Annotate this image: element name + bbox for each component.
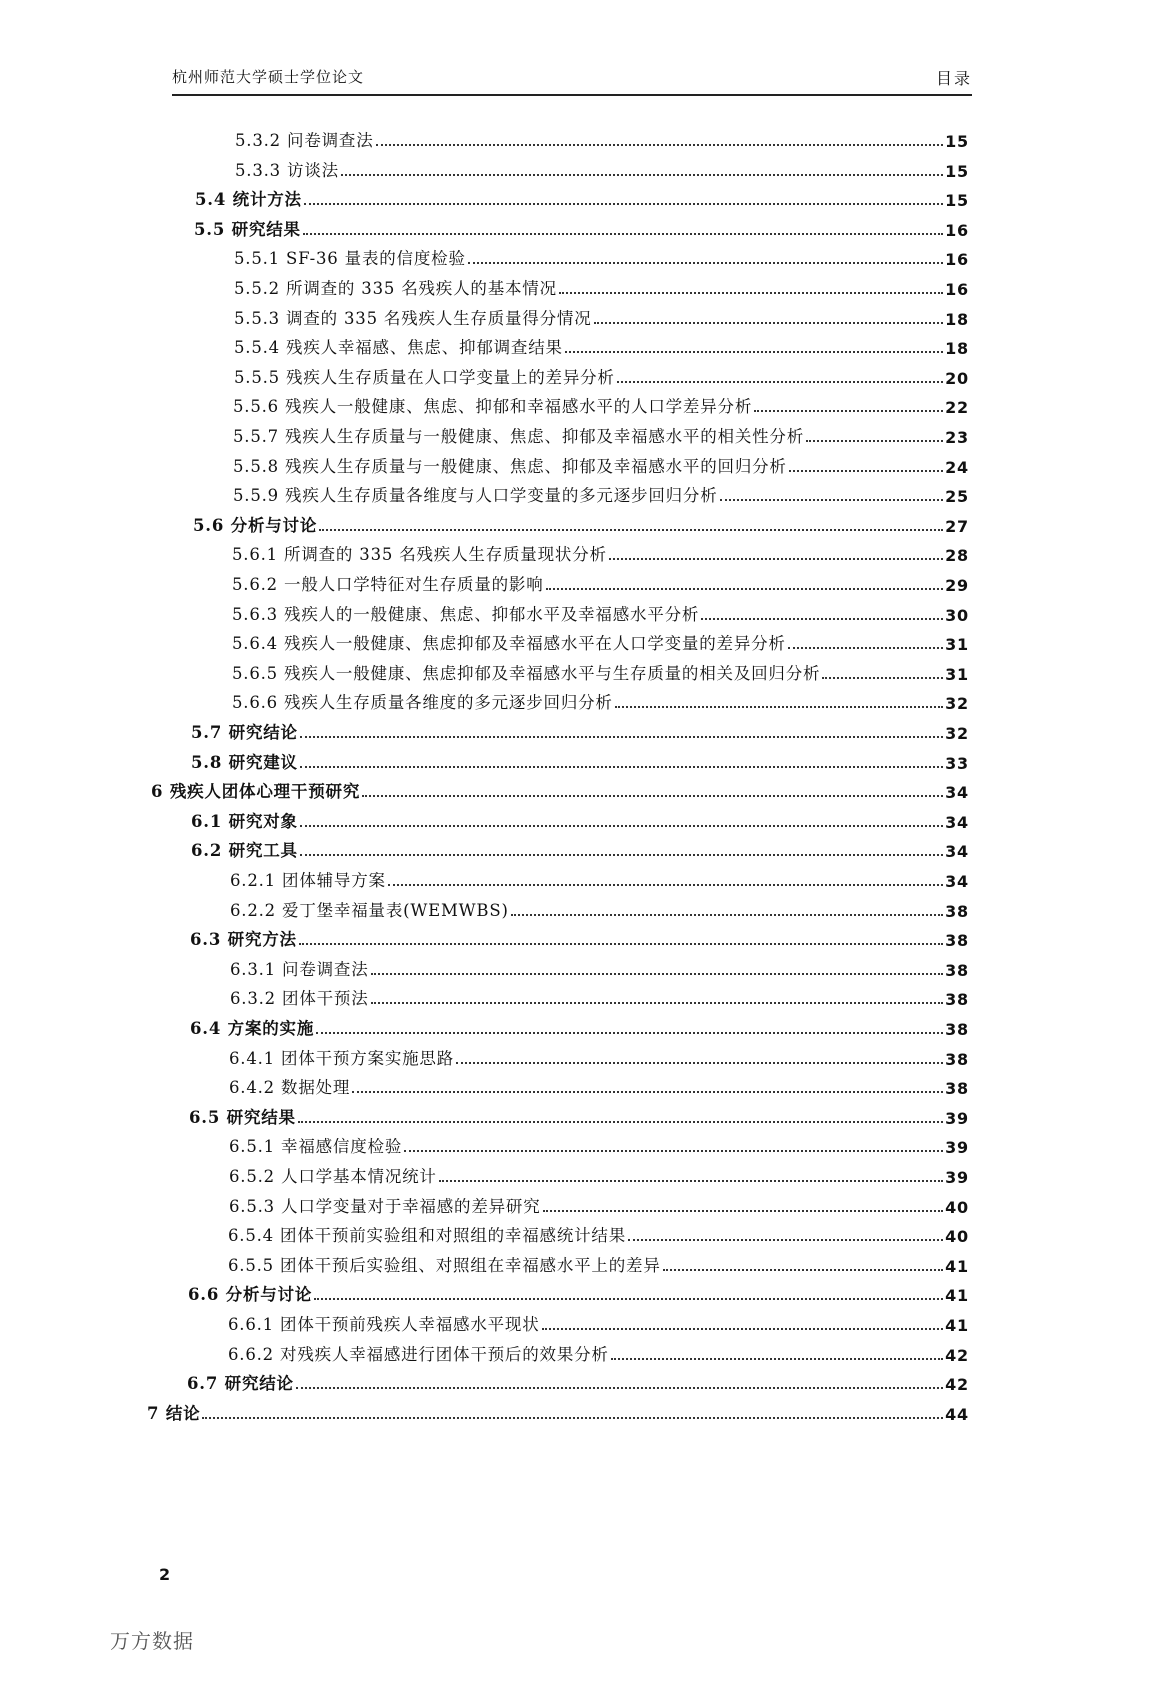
toc-entry-page: 34	[945, 872, 969, 891]
toc-entry-label: 5.6.5 残疾人一般健康、焦虑抑郁及幸福感水平与生存质量的相关及回归分析	[232, 664, 821, 683]
toc-entry[interactable]	[230, 983, 969, 1009]
toc-entry-page: 16	[945, 221, 969, 240]
toc-leader-dots	[388, 883, 943, 886]
toc-entry-page: 40	[945, 1198, 969, 1217]
toc-entry[interactable]	[232, 599, 969, 625]
toc-entry-page: 38	[945, 990, 969, 1009]
toc-leader-dots	[617, 380, 943, 383]
toc-entry-page: 29	[945, 576, 969, 595]
toc-entry[interactable]	[193, 510, 969, 536]
toc-entry[interactable]	[229, 1191, 969, 1217]
toc-entry-page: 28	[945, 546, 969, 565]
toc-entry-label: 5.6 分析与讨论	[193, 516, 318, 535]
toc-leader-dots	[404, 1149, 943, 1152]
toc-entry-label: 5.4 统计方法	[195, 190, 302, 209]
toc-entry[interactable]	[232, 569, 969, 595]
toc-entry[interactable]	[187, 1368, 969, 1394]
toc-entry-label: 6.3.2 团体干预法	[230, 989, 369, 1008]
toc-leader-dots	[611, 1357, 943, 1360]
toc-entry-label: 5.6.2 一般人口学特征对生存质量的影响	[232, 575, 544, 594]
toc-entry-page: 42	[945, 1346, 969, 1365]
toc-entry-page: 32	[945, 724, 969, 743]
toc-entry[interactable]	[233, 480, 969, 506]
toc-entry[interactable]	[228, 1220, 969, 1246]
toc-entry-label: 5.8 研究建议	[191, 753, 298, 772]
toc-entry-label: 5.5.4 残疾人幸福感、焦虑、抑郁调查结果	[234, 338, 563, 357]
toc-entry[interactable]	[188, 1279, 969, 1305]
toc-entry-label: 6.3 研究方法	[190, 930, 297, 949]
toc-entry-page: 22	[945, 398, 969, 417]
toc-entry-page: 27	[945, 517, 969, 536]
toc-entry-page: 39	[945, 1138, 969, 1157]
toc-entry-label: 5.5.6 残疾人一般健康、焦虑、抑郁和幸福感水平的人口学差异分析	[233, 397, 753, 416]
toc-entry[interactable]	[229, 1072, 969, 1098]
toc-leader-dots	[314, 1297, 943, 1300]
toc-entry-page: 15	[945, 191, 969, 210]
toc-leader-dots	[202, 1416, 943, 1419]
toc-entry-label: 5.5.7 残疾人生存质量与一般健康、焦虑、抑郁及幸福感水平的相关性分析	[233, 427, 805, 446]
toc-entry-label: 6.3.1 问卷调查法	[230, 960, 369, 979]
toc-leader-dots	[789, 469, 943, 472]
toc-leader-dots	[546, 587, 944, 590]
toc-entry[interactable]	[234, 303, 969, 329]
toc-entry[interactable]	[233, 391, 969, 417]
toc-entry[interactable]	[191, 835, 969, 861]
toc-entry-label: 5.6.6 残疾人生存质量各维度的多元逐步回归分析	[232, 693, 613, 712]
toc-leader-dots	[663, 1268, 943, 1271]
toc-entry-label: 6 残疾人团体心理干预研究	[151, 782, 361, 801]
toc-entry-page: 39	[945, 1168, 969, 1187]
toc-entry-page: 24	[945, 458, 969, 477]
toc-entry-label: 6.7 研究结论	[187, 1374, 294, 1393]
toc-leader-dots	[319, 528, 943, 531]
toc-entry-page: 38	[945, 1050, 969, 1069]
thesis-title: 杭州师范大学硕士学位论文	[172, 68, 365, 86]
toc-leader-dots	[371, 972, 944, 975]
toc-entry-label: 7 结论	[147, 1404, 201, 1423]
toc-entry-label: 6.4.2 数据处理	[229, 1078, 351, 1097]
toc-entry-label: 6.5.1 幸福感信度检验	[229, 1137, 403, 1156]
toc-entry-label: 6.2 研究工具	[191, 841, 298, 860]
watermark: 万方数据	[110, 1629, 194, 1653]
toc-entry-label: 6.6 分析与讨论	[188, 1285, 313, 1304]
toc-entry-page: 44	[945, 1405, 969, 1424]
toc-entry[interactable]	[235, 125, 969, 151]
toc-entry[interactable]	[189, 1102, 969, 1128]
toc-entry-page: 32	[945, 694, 969, 713]
toc-entry-label: 5.5.5 残疾人生存质量在人口学变量上的差异分析	[234, 368, 615, 387]
toc-entry[interactable]	[229, 1161, 969, 1187]
toc-entry-page: 31	[945, 665, 969, 684]
toc-entry-label: 6.5 研究结果	[189, 1108, 296, 1127]
toc-entry[interactable]	[191, 747, 969, 773]
toc-entry-label: 5.6.4 残疾人一般健康、焦虑抑郁及幸福感水平在人口学变量的差异分析	[232, 634, 786, 653]
toc-leader-dots	[299, 942, 943, 945]
toc-leader-dots	[371, 1001, 944, 1004]
toc-entry-page: 30	[945, 606, 969, 625]
toc-entry-page: 34	[945, 813, 969, 832]
toc-entry-label: 6.6.1 团体干预前残疾人幸福感水平现状	[228, 1315, 540, 1334]
toc-entry-label: 6.5.2 人口学基本情况统计	[229, 1167, 437, 1186]
page-header	[172, 58, 972, 96]
toc-leader-dots	[316, 1031, 943, 1034]
toc-entry-page: 42	[945, 1375, 969, 1394]
toc-entry-label: 6.5.5 团体干预后实验组、对照组在幸福感水平上的差异	[228, 1256, 661, 1275]
toc-entry[interactable]	[232, 628, 969, 654]
toc-entry-page: 39	[945, 1109, 969, 1128]
toc-entry-page: 40	[945, 1227, 969, 1246]
toc-entry-page: 16	[945, 250, 969, 269]
toc-leader-dots	[559, 291, 943, 294]
toc-entry-page: 38	[945, 902, 969, 921]
toc-entry-label: 5.3.3 访谈法	[235, 161, 339, 180]
toc-leader-dots	[609, 557, 943, 560]
toc-leader-dots	[300, 735, 943, 738]
toc-entry-page: 18	[945, 339, 969, 358]
toc-entry-label: 5.6.1 所调查的 335 名残疾人生存质量现状分析	[232, 545, 607, 564]
toc-leader-dots	[806, 439, 943, 442]
toc-entry[interactable]	[232, 539, 969, 565]
toc-entry-label: 5.5.2 所调查的 335 名残疾人的基本情况	[234, 279, 557, 298]
toc-entry-page: 34	[945, 783, 969, 802]
toc-leader-dots	[720, 498, 944, 501]
toc-entry[interactable]	[228, 1250, 969, 1276]
toc-entry[interactable]	[230, 954, 969, 980]
toc-entry-page: 15	[945, 162, 969, 181]
toc-leader-dots	[754, 409, 943, 412]
toc-entry[interactable]	[191, 717, 969, 743]
toc-entry-page: 38	[945, 931, 969, 950]
toc-entry[interactable]	[228, 1339, 969, 1365]
toc-leader-dots	[511, 913, 943, 916]
toc-entry[interactable]	[194, 214, 969, 240]
toc-entry-label: 5.5.9 残疾人生存质量各维度与人口学变量的多元逐步回归分析	[233, 486, 718, 505]
toc-entry-label: 6.4.1 团体干预方案实施思路	[229, 1049, 455, 1068]
toc-entry-label: 6.4 方案的实施	[190, 1019, 315, 1038]
toc-entry[interactable]	[234, 362, 969, 388]
toc-leader-dots	[615, 705, 943, 708]
toc-entry-label: 5.5.8 残疾人生存质量与一般健康、焦虑、抑郁及幸福感水平的回归分析	[233, 457, 787, 476]
toc-leader-dots	[542, 1327, 944, 1330]
toc-entry-label: 5.5.3 调查的 335 名残疾人生存质量得分情况	[234, 309, 592, 328]
toc-leader-dots	[362, 794, 943, 797]
toc-entry[interactable]	[147, 1398, 969, 1424]
toc-entry[interactable]	[233, 451, 969, 477]
toc-entry-label: 6.2.2 爱丁堡幸福量表(WEMWBS)	[230, 901, 509, 920]
toc-entry-label: 5.7 研究结论	[191, 723, 298, 742]
section-title: 目录	[935, 69, 972, 88]
toc-entry-label: 5.3.2 问卷调查法	[235, 131, 374, 150]
toc-entry-label: 6.6.2 对残疾人幸福感进行团体干预后的效果分析	[228, 1345, 609, 1364]
toc-entry-page: 16	[945, 280, 969, 299]
toc-entry-label: 5.5.1 SF-36 量表的信度检验	[234, 249, 466, 268]
toc-entry[interactable]	[230, 895, 969, 921]
toc-entry-label: 5.5 研究结果	[194, 220, 301, 239]
toc-entry-page: 34	[945, 842, 969, 861]
toc-leader-dots	[352, 1090, 943, 1093]
toc-entry-page: 41	[945, 1257, 969, 1276]
toc-leader-dots	[300, 824, 943, 827]
toc-entry-page: 33	[945, 754, 969, 773]
toc-leader-dots	[543, 1209, 944, 1212]
toc-entry[interactable]	[233, 421, 969, 447]
toc-entry[interactable]	[232, 658, 969, 684]
toc-entry[interactable]	[230, 865, 969, 891]
toc-entry[interactable]	[232, 687, 969, 713]
toc-entry-page: 38	[945, 1079, 969, 1098]
toc-entry[interactable]	[234, 332, 969, 358]
toc-leader-dots	[701, 617, 943, 620]
toc-entry-label: 6.1 研究对象	[191, 812, 298, 831]
toc-entry-page: 41	[945, 1316, 969, 1335]
toc-entry-page: 15	[945, 132, 969, 151]
toc-leader-dots	[304, 202, 943, 205]
toc-leader-dots	[594, 321, 944, 324]
toc-leader-dots	[300, 765, 943, 768]
toc-leader-dots	[628, 1238, 943, 1241]
toc-leader-dots	[439, 1179, 943, 1182]
toc-entry-page: 20	[945, 369, 969, 388]
toc-entry[interactable]	[235, 155, 969, 181]
toc-leader-dots	[565, 350, 943, 353]
toc-leader-dots	[822, 676, 943, 679]
toc-leader-dots	[300, 853, 943, 856]
toc-entry-page: 38	[945, 961, 969, 980]
toc-leader-dots	[303, 232, 943, 235]
toc-entry[interactable]	[191, 806, 969, 832]
toc-entry[interactable]	[234, 273, 969, 299]
toc-entry[interactable]	[151, 776, 969, 802]
toc-entry-page: 23	[945, 428, 969, 447]
toc-entry-page: 38	[945, 1020, 969, 1039]
toc-entry[interactable]	[229, 1131, 969, 1157]
page-number: 2	[159, 1565, 171, 1584]
toc-entry[interactable]	[195, 184, 969, 210]
toc-entry-label: 6.5.3 人口学变量对于幸福感的差异研究	[229, 1197, 541, 1216]
toc-entry-page: 31	[945, 635, 969, 654]
toc-entry[interactable]	[229, 1043, 969, 1069]
toc-entry-label: 6.2.1 团体辅导方案	[230, 871, 386, 890]
toc-leader-dots	[341, 173, 943, 176]
toc-entry-page: 18	[945, 310, 969, 329]
toc-leader-dots	[298, 1120, 943, 1123]
toc-leader-dots	[456, 1061, 943, 1064]
toc-entry[interactable]	[228, 1309, 969, 1335]
toc-entry-page: 41	[945, 1286, 969, 1305]
toc-entry[interactable]	[190, 1013, 969, 1039]
toc-leader-dots	[376, 143, 944, 146]
toc-entry-label: 5.6.3 残疾人的一般健康、焦虑、抑郁水平及幸福感水平分析	[232, 605, 700, 624]
toc-entry-page: 25	[945, 487, 969, 506]
toc-leader-dots	[788, 646, 943, 649]
toc-leader-dots	[468, 261, 943, 264]
toc-leader-dots	[296, 1386, 943, 1389]
toc-entry-label: 6.5.4 团体干预前实验组和对照组的幸福感统计结果	[228, 1226, 627, 1245]
toc-entry[interactable]	[190, 924, 969, 950]
toc-entry[interactable]	[234, 243, 969, 269]
